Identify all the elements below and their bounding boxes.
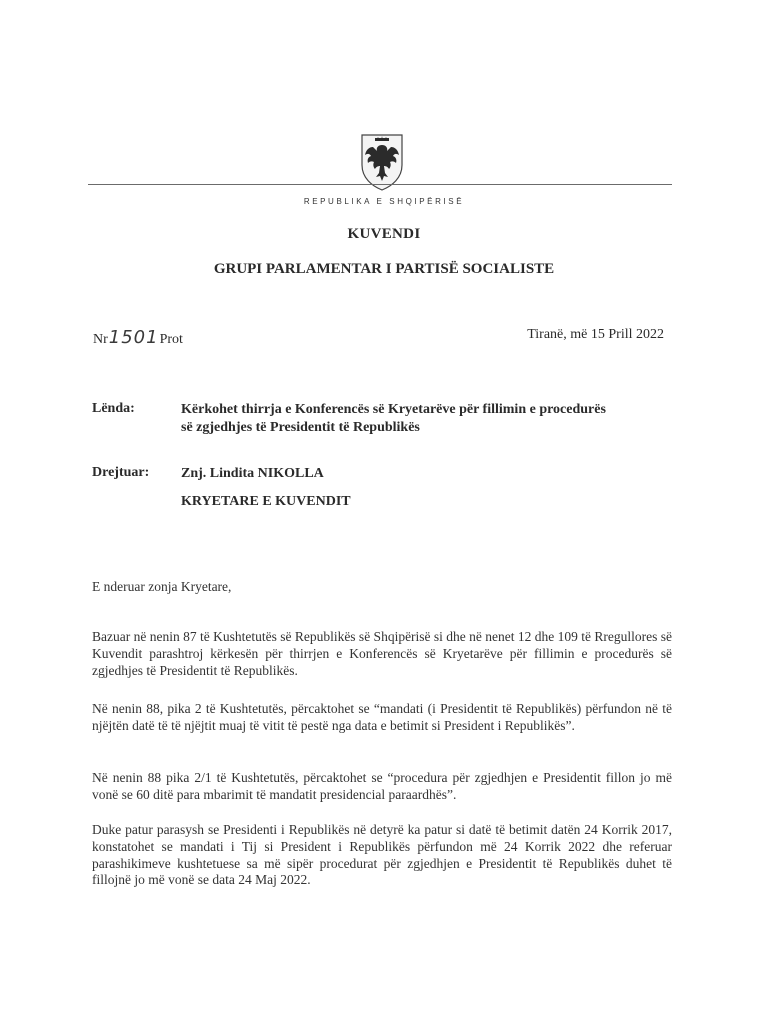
body-paragraph-2: Në nenin 88, pika 2 të Kushtetutës, përcaktohet se “mandati (i Presidentit të Republikës) përfundon në të njëjtën datë të të njëjtit muaj të vitit të pestë nga data e betimit si President i Republikës”. [92,701,672,733]
body-paragraph-4: Duke patur parasysh se Presidenti i Republikës në detyrë ka patur si datë të betimit datën 24 Korrik 2017, konstatohet se mandati i Tij si President i Republikës përfundon më 24 Korrik 2022 dhe referuar parashikimeve kushtetuese sa më sipër procedurat për zgjedhjen e Presidentit të Republikës duhet të fillojnë jo më vonë se data 24 Maj 2022. [92,822,672,888]
addressee-title: KRYETARE E KUVENDIT [181,494,351,509]
institution-name: KUVENDI [347,226,421,242]
coat-of-arms-emblem [359,133,405,191]
letter-date: Tiranë, më 15 Prill 2022 [527,327,664,342]
subject-line-2: së zgjedhjes të Presidentit të Republikës [181,420,420,435]
addressee-name [181,465,681,483]
protocol-prefix: Nr [93,332,108,347]
protocol-reference [93,327,183,348]
subject-text [181,401,681,437]
salutation: E nderuar zonja Kryetare, [92,579,232,594]
country-name: REPUBLIKA E SHQIPËRISË [303,197,465,206]
header-divider [88,184,672,185]
protocol-suffix: Prot [159,332,183,347]
protocol-number-handwritten: 1501 [108,327,159,348]
body-paragraph-3: Në nenin 88 pika 2/1 të Kushtetutës, përcaktohet se “procedura për zgjedhjen e Presidentit fillon jo më vonë se 60 ditë para mbarimit të mandatit presidencial paraardhës”. [92,770,672,802]
subject-label: Lënda: [92,401,135,416]
body-paragraph-1: Bazuar në nenin 87 të Kushtetutës së Republikës së Shqipërisë si dhe në nenet 12 dhe 109 të Rregullores së Kuvendit parashtroj kërkesën për thirrjen e Konferencës së Kryetarëve për fillimin e procedurës së zgjedhjes të Presidentit të Republikës. [92,629,672,678]
addressee-name-text: Znj. Lindita NIKOLLA [181,466,324,481]
parliamentary-group-name: GRUPI PARLAMENTAR I PARTISË SOCIALISTE [213,261,555,277]
subject-line-1: Kërkohet thirrja e Konferencës së Kryetarëve për fillimin e procedurës [181,402,606,417]
addressee-label: Drejtuar: [92,465,150,480]
